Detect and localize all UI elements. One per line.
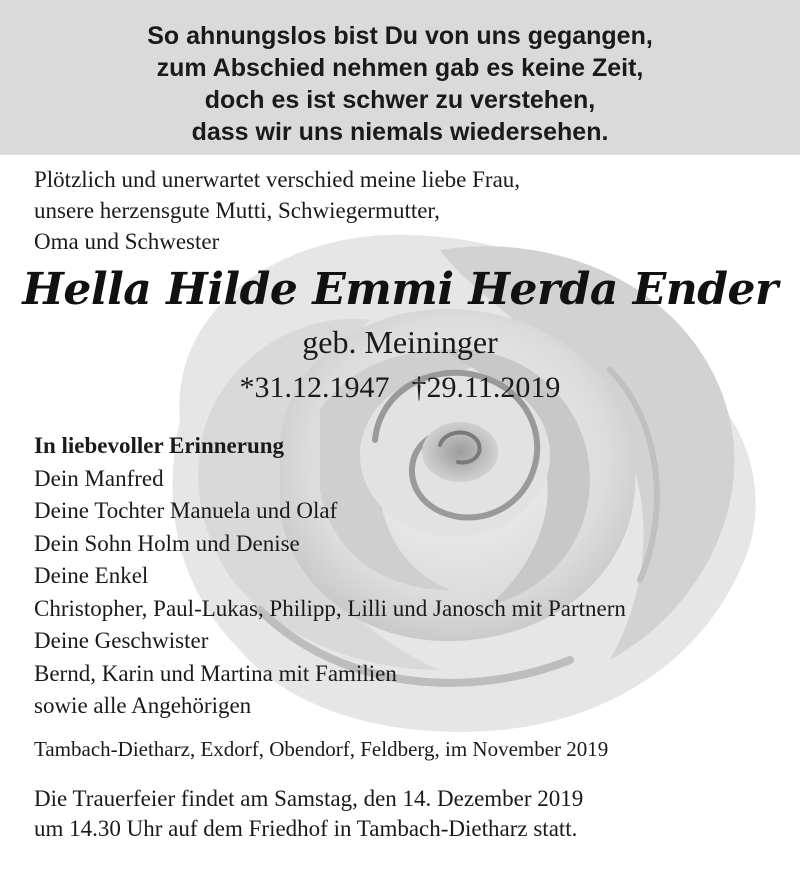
mourner-line: Deine Enkel <box>34 563 149 588</box>
mourner-line: Dein Manfred <box>34 465 164 491</box>
verse-line: zum Abschied nehmen gab es keine Zeit, <box>156 54 644 82</box>
intro-line: unsere herzensgute Mutti, Schwiegermutter, <box>34 198 440 223</box>
birth-name: geb. Meininger <box>302 324 498 360</box>
birth-date: *31.12.1947 <box>239 371 390 404</box>
intro-line: Oma und Schwester <box>34 229 220 254</box>
mourner-line: Deine Tochter Manuela und Olaf <box>34 498 338 523</box>
intro-line: Plötzlich und unerwartet verschied meine liebe Frau, <box>34 167 521 192</box>
deceased-name: Hella Hilde Emmi Herda Ender <box>22 264 778 315</box>
mourner-line: Christopher, Paul-Lukas, Philipp, Lilli und Janosch mit Partnern <box>34 595 626 621</box>
mourners-heading: In liebevoller Erinnerung <box>34 433 285 458</box>
death-date: †29.11.2019 <box>411 371 561 404</box>
mourner-line: Bernd, Karin und Martina mit Familien <box>34 660 397 686</box>
verse-line: dass wir uns niemals wiedersehen. <box>191 118 609 146</box>
place-date-line: Tambach-Dietharz, Exdorf, Obendorf, Feldberg, im November 2019 <box>34 737 609 761</box>
life-dates <box>0 368 800 408</box>
funeral-line: Die Trauerfeier findet am Samstag, den 14. Dezember 2019 <box>34 786 584 811</box>
funeral-notice <box>34 784 583 844</box>
mourners-list <box>34 430 626 723</box>
mourner-line: Dein Sohn Holm und Denise <box>34 530 300 556</box>
mourner-line: sowie alle Angehörigen <box>34 693 252 718</box>
funeral-line: um 14.30 Uhr auf dem Friedhof in Tambach-Dietharz statt. <box>34 816 578 841</box>
mourner-line: Deine Geschwister <box>34 628 209 653</box>
verse-line: doch es ist schwer zu verstehen, <box>204 86 596 114</box>
intro-text <box>34 164 520 257</box>
verse-line: So ahnungslos bist Du von uns gegangen, <box>147 22 653 50</box>
